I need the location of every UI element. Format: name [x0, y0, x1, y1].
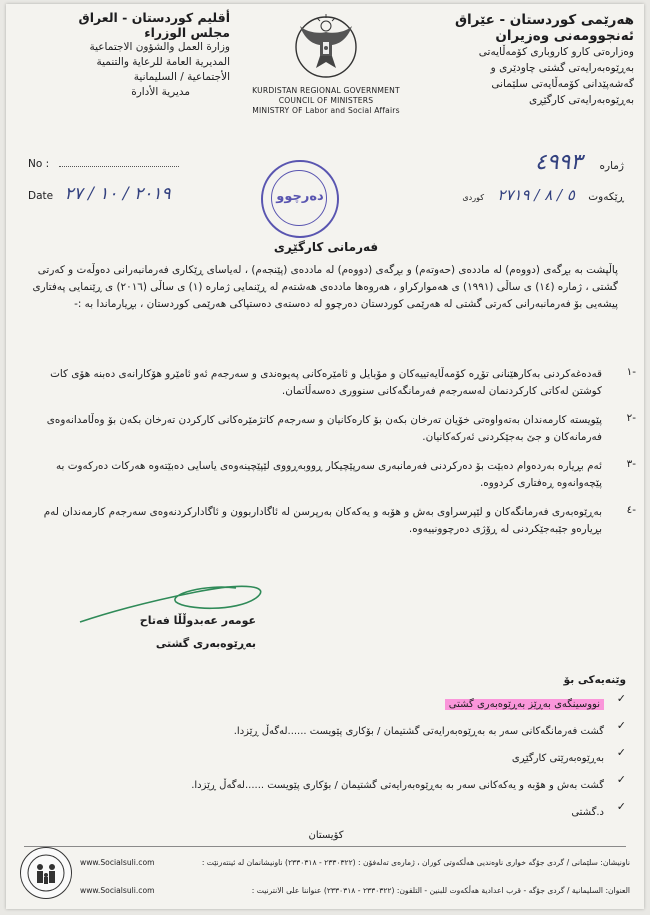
no-field	[28, 158, 179, 170]
kurdish-directorate: بەڕێوەبەرایەتی گشتی چاودێری و	[490, 62, 634, 74]
logo-line-council: COUNCIL OF MINISTERS	[278, 96, 374, 105]
number-value: ٤٩٩٣	[534, 150, 583, 175]
cc-item	[26, 746, 626, 765]
footer-website-2[interactable]: www.Socialsuli.com	[80, 886, 155, 895]
number-label: ژمارە	[599, 160, 624, 172]
decision-point	[26, 366, 636, 400]
ministry-footer-logo-icon	[20, 847, 72, 899]
arabic-letterhead	[20, 10, 230, 100]
checkmark-icon: ✓	[616, 692, 626, 705]
logo-line-government: KURDISTAN REGIONAL GOVERNMENT	[252, 86, 400, 95]
cc-item	[26, 719, 626, 738]
intro-paragraph: پاڵپشت بە بڕگەی (دووەم) لە ماددەی (حەوتەم) و بڕگەی (دووەم) لە ماددەی (پێنجەم) ، لەیاسای ڕێکاری فەرمانبەرانی دەوڵەت و کەرتی گشتی ، ژمارە (١٤) ی ساڵی (١٩٩١) ی هەموارکراو ، هەروەها ماددەی هەشتەم لە ڕێنمایی ژمارە (١) ی ساڵی (٢٠١٦) ی ڕێنمایی پەفتاری پیشەیی بۆ فەرمانبەرانی کەرتی گشتی لە هەرێمی کوردستان دەرچوو لە دەستەی دەستپاکی هەرێمی کوردستان ، بڕیارماندا بە :-	[32, 264, 618, 310]
issued-stamp	[261, 160, 339, 238]
cc-item-text: گشت فەرمانگەکانی سەر بە بەڕێوەبەرایەتی گشتیمان / بۆکاری پێویست ......لەگەڵ ڕێزدا.	[233, 726, 604, 737]
point-text: ئەم بڕیارە بەردەوام دەبێت بۆ دەرکردنی فەرمانبەری سەرپێچیکار ڕووبەڕووی لێپێچینەوەی یاسایی دەبێتەوە هەرکات دەرکەوت بە پێچەوانەوە ڕەفتاری کردووە.	[55, 460, 602, 489]
kurdish-date-field	[374, 186, 624, 204]
date-label: Date	[28, 190, 54, 202]
arabic-council-title: مجلس الوزراء	[144, 25, 230, 40]
kurdish-date-label: ڕێکەوت	[588, 191, 624, 203]
document-page	[6, 4, 644, 909]
point-text: بەڕێوەبەری فەرمانگەکان و لێپرسراوی بەش و هۆبە و یەکەکان بەرپرسن لە ئاگاداربوون و ئاگادارکردنەوەی سەرجەم کارمەندان لەم بڕیارەو جێبەجێکردنی لە ڕۆژی دەرچوونییەوە.	[43, 506, 602, 535]
footer-label: کۆیستان	[308, 830, 344, 841]
point-number: -٢	[626, 412, 636, 424]
cc-section	[26, 674, 626, 819]
point-number: -٤	[626, 504, 636, 516]
point-number: -١	[626, 366, 636, 378]
arabic-directorate-city: الأجتماعية / السليمانية	[133, 71, 230, 83]
number-field	[454, 150, 624, 175]
kurdish-region-title: هەرێمی کوردستان - عێراق	[454, 12, 634, 28]
cc-title: وێنەیەکی بۆ	[563, 674, 626, 686]
cc-item-text: بەڕێوەبەرێتی کارگێڕی	[511, 753, 604, 764]
checkmark-icon: ✓	[616, 773, 626, 786]
footer-address-arabic: العنوان: السليمانية / گردی جۆگە - قرب اعدادية هەڵکەوت للبنين - التلفون: (٢٣٣٠٣٢٢ - ٢٣٣٠٣١٨) عنواننا على الانترنيت :	[251, 886, 630, 895]
cc-item-text: د.گشتی	[571, 807, 604, 818]
cc-item	[26, 692, 626, 711]
point-text: قەدەغەکردنی بەکارهێنانی تۆڕە کۆمەڵایەتییەکان و مۆبایل و ئامێرەکانی پەیوەندی و سەرجەم ئەو ئامێرو هۆکارانەی دەبنە هۆی کات کوشتن لەکاتی کارکردنمان لەسەرجەم فەرمانگەکانی سنووری دەسەڵاتمان.	[50, 368, 602, 397]
document-title: فەرمانی کارگێڕی	[273, 240, 379, 254]
date-value: ٢٠١٩ / ١٠ / ٢٧	[64, 184, 171, 204]
kurdi-label: کوردی	[462, 193, 485, 202]
kurdish-admin-dept: بەڕێوەبەرایەتی کارگێڕی	[529, 94, 634, 106]
kurdish-date-value: ٥ / ٨ / ٢٧١٩	[497, 186, 575, 204]
kurdish-council-title: ئەنجوومەنی وەزیران	[495, 28, 634, 44]
signature-block	[76, 614, 256, 650]
arabic-ministry: وزارة العمل والشؤون الاجتماعية	[89, 41, 230, 53]
arabic-directorate: المديرية العامة للرعاية والتنمية	[96, 56, 230, 68]
krg-logo-block	[236, 12, 416, 116]
stamp-word: دەرچوو	[276, 189, 324, 204]
footer-address-kurdish: ناونیشان: سلێمانی / گردی جۆگە خواری ناوەندیی هەڵکەوتی کوران ، ژمارەی تەلەفۆن : (٢٣٣٠٣٢٢ - ٢٣٣٠٣١٨) ناونیشانمان لە ئینتەرنێت :	[201, 858, 630, 867]
decision-point	[26, 412, 636, 446]
kurdish-ministry: وەزارەتی کارو کاروباری کۆمەڵایەتی	[478, 46, 634, 58]
cc-item-text: گشت بەش و هۆبە و یەکەکانی سەر بە بەڕێوەبەرایەتی گشتیمان / بۆکاری پێویست ......لەگەڵ ڕێزدا.	[191, 780, 604, 791]
arabic-admin-dept: مديرية الأدارة	[131, 86, 190, 98]
krg-emblem-icon	[294, 12, 358, 82]
cc-item-text-highlighted: نووسینگەی بەڕێز بەڕێوەبەری گشتی	[445, 699, 604, 710]
signatory-title: بەڕێوەبەری گشتی	[155, 637, 256, 650]
signatory-name: عومەر عەبدوڵڵا فەتاح	[139, 614, 256, 627]
cc-item	[26, 800, 626, 819]
checkmark-icon: ✓	[616, 800, 626, 813]
kurdish-directorate-city: گەشەپێدانی کۆمەڵایەتی سلێمانی	[491, 78, 634, 90]
point-number: -٣	[626, 458, 636, 470]
cc-item	[26, 773, 626, 792]
decision-point	[26, 504, 636, 538]
decision-point	[26, 458, 636, 492]
logo-line-ministry: MINISTRY OF Labor and Social Affairs	[252, 106, 400, 115]
checkmark-icon: ✓	[616, 746, 626, 759]
no-label: No :	[28, 158, 50, 170]
arabic-region-title: أقليم كوردستان - العراق	[78, 10, 230, 25]
decision-points	[26, 366, 636, 538]
footer-website-1[interactable]: www.Socialsuli.com	[80, 858, 155, 867]
checkmark-icon: ✓	[616, 719, 626, 732]
kurdish-letterhead	[416, 12, 634, 108]
point-text: پێویستە کارمەندان بەتەواوەتی خۆیان تەرخان بکەن بۆ کارەکانیان و سەرجەم کاتژمێرەکانی کارکردن تەرخان بکەن بۆ وەڵامدانەوەی فەرمانەکان و جێ بەجێکردنی ئەرکەکانیان.	[46, 414, 602, 443]
footer-divider	[24, 846, 626, 847]
date-field	[28, 184, 171, 204]
